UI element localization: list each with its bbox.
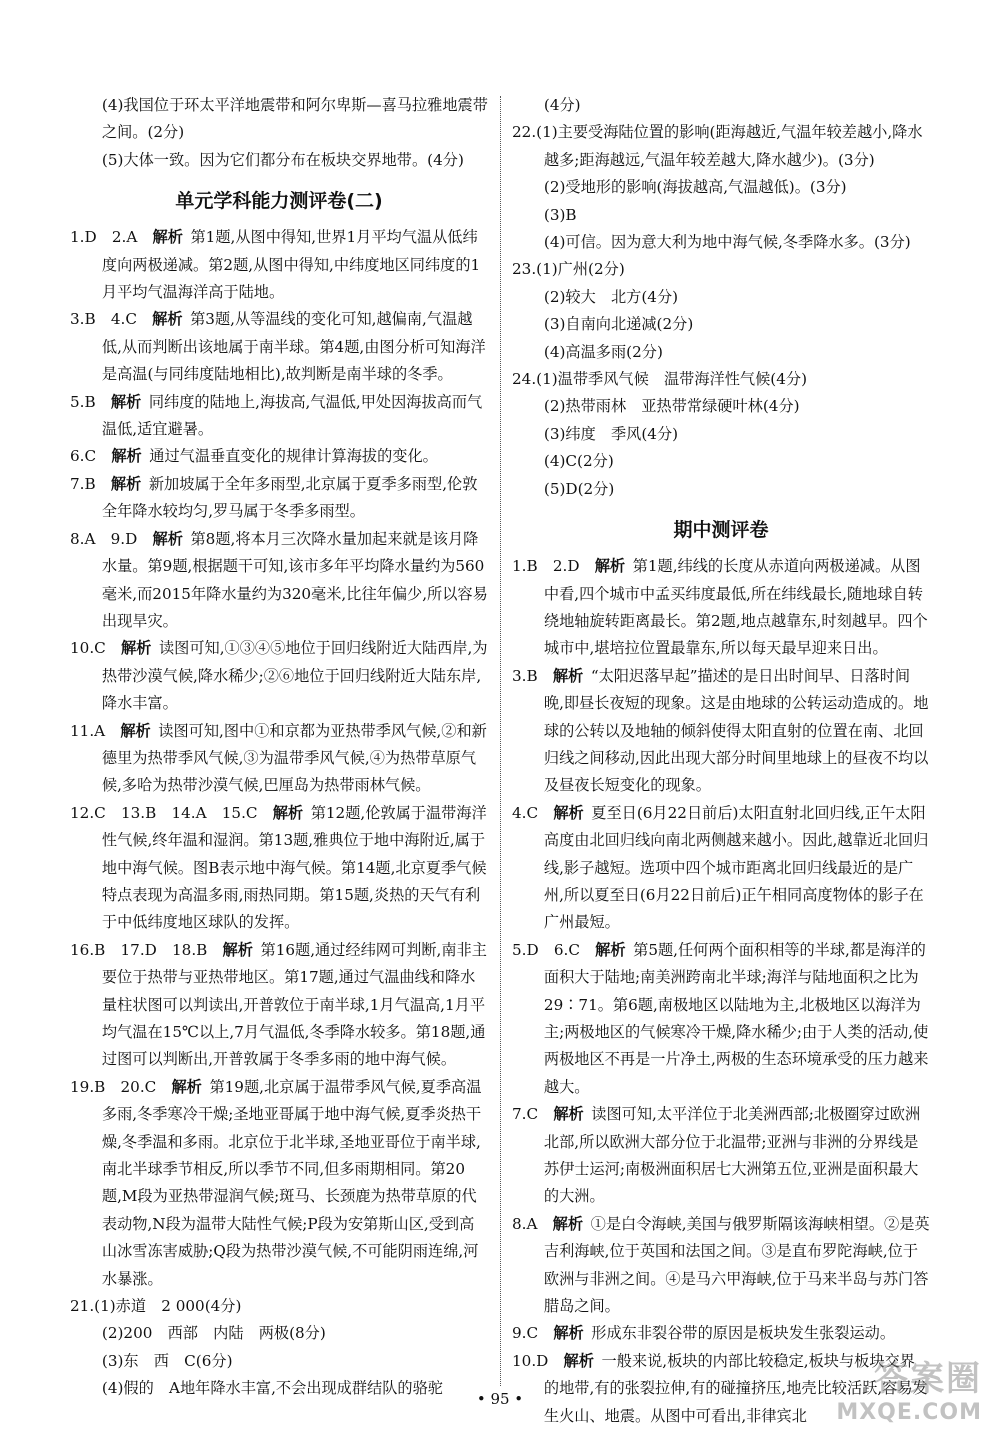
analysis-text: “太阳迟落早起”描述的是日出时间早、日落时间晚,即昼长夜短的现象。这是由地球的公转运动造成的。地球的公转以及地轴的倾斜使得太阳直射的位置在南、北回归线之间移动,因此出现大部分时间里地球上的昼夜不均以及昼夜长短变化的现象。 xyxy=(543,666,929,795)
answer-key: 8.A xyxy=(512,1214,553,1233)
answer-subline: (3)自南向北递减(2分) xyxy=(543,315,694,334)
answer-item xyxy=(70,443,488,470)
analysis-label: 解析 xyxy=(110,392,142,411)
answer-item xyxy=(512,1320,930,1347)
left-column xyxy=(70,92,488,1403)
analysis-text: 新加坡属于全年多雨型,北京属于夏季多雨型,伦敦全年降水较均匀,罗马属于冬季多雨型。 xyxy=(101,474,478,521)
analysis-text: 第19题,北京属于温带季风气候,夏季高温多雨,冬季寒冷干燥;圣地亚哥属于地中海气候,夏季炎热干燥,冬季温和多雨。北京位于北半球,圣地亚哥位于南半球,南北半球季节相反,所以季节不同,但多雨期相同。第20题,M段为亚热带湿润气候;斑马、长颈鹿为热带草原的代表动物,N段为温带大陆性气候;P段为安第斯山区,受到高山冰雪冻害威胁;Q段为热带沙漠气候,不可能阴雨连绵,河水暴涨。 xyxy=(101,1077,482,1288)
answer-key: 23.(1)广州(2分) xyxy=(512,260,625,279)
answer-subline: (2)200 西部 内陆 两极(8分) xyxy=(101,1324,326,1343)
analysis-text: 读图可知,太平洋位于北美洲西部;北极圈穿过欧洲北部,所以欧洲大部分位于北温带;亚洲与非洲的分界线是苏伊士运河;南极洲面积居七大洲第五位,亚洲是面积最大的大洲。 xyxy=(543,1105,921,1206)
answer-subline: (2)较大 北方(4分) xyxy=(543,287,679,306)
answer-item xyxy=(512,1211,930,1321)
analysis-label: 解析 xyxy=(222,940,253,959)
answer-key: 24.(1)温带季风气候 温带海洋性气候(4分) xyxy=(512,370,807,389)
answer-item xyxy=(512,366,930,393)
page-number: • 95 • xyxy=(476,1390,524,1408)
answer-subline: (4)可信。因为意大利为地中海气候,冬季降水多。(3分) xyxy=(543,233,911,252)
analysis-label: 解析 xyxy=(152,310,183,329)
analysis-label: 解析 xyxy=(171,1077,202,1096)
answer-item xyxy=(512,119,930,174)
analysis-text: 第12题,伦敦属于温带海洋性气候,终年温和湿润。第13题,雅典位于地中海附近,属于地中海气候。图B表示地中海气候。第14题,北京夏季气候特点表现为高温多雨,雨热同期。第15题,炎热的天气有利于中低纬度地区球队的发挥。 xyxy=(101,803,487,932)
analysis-label: 解析 xyxy=(152,529,183,548)
answer-item xyxy=(512,1101,930,1211)
answer-key: 9.C xyxy=(512,1324,554,1343)
watermark-title: 答案圈 xyxy=(874,1359,982,1399)
answer-key: 11.A xyxy=(70,721,121,740)
answer-key: 7.C xyxy=(512,1105,554,1124)
analysis-label: 解析 xyxy=(152,228,183,247)
analysis-label: 解析 xyxy=(563,1351,594,1370)
answer-item xyxy=(512,800,930,937)
answer-subline: (4)高温多雨(2分) xyxy=(543,342,663,361)
analysis-text: 第5题,任何两个面积相等的半球,都是海洋的面积大于陆地;南美洲跨南北半球;海洋与陆地面积之比为29∶71。第6题,南极地区以陆地为主,北极地区以海洋为主;两极地区的气候寒冷干燥,降水稀少;由于人类的活动,使两极地区不再是一片净土,两极的生态环境承受的压力越来越大。 xyxy=(543,940,929,1096)
analysis-text: 第8题,将本月三次降水量加起来就是该月降水量。第9题,根据题干可知,该市多年平均降水量约为560毫米,而2015年降水量约为320毫米,比往年偏少,所以容易出现旱灾。 xyxy=(101,529,488,630)
answer-subline: (3)B xyxy=(543,205,577,224)
analysis-label: 解析 xyxy=(120,721,151,740)
answer-key: 8.A 9.D xyxy=(70,529,153,548)
section-title: 单元学科能力测评卷(二) xyxy=(175,190,383,213)
answer-key: 16.B 17.D 18.B xyxy=(70,940,223,959)
analysis-label: 解析 xyxy=(552,1214,584,1233)
analysis-label: 解析 xyxy=(110,474,142,493)
analysis-text: 通过气温垂直变化的规律计算海拔的变化。 xyxy=(149,447,438,466)
analysis-text: 读图可知,图中①和京都为亚热带季风气候,②和新德里为热带季风气候,③为温带季风气候,④为热带草原气候,多哈为热带沙漠气候,巴厘岛为热带雨林气候。 xyxy=(101,721,487,795)
answer-item xyxy=(70,1293,488,1320)
answer-item xyxy=(512,937,930,1101)
answer-key: 10.D xyxy=(512,1351,564,1370)
section-title: 期中测评卷 xyxy=(673,519,769,542)
answer-item xyxy=(512,553,930,663)
analysis-label: 解析 xyxy=(552,666,584,685)
right-column xyxy=(512,92,930,1430)
analysis-label: 解析 xyxy=(553,1324,584,1343)
analysis-label: 解析 xyxy=(553,803,584,822)
answer-key: 1.B 2.D xyxy=(512,557,595,576)
analysis-text: 夏至日(6月22日前后)太阳直射北回归线,正午太阳高度由北回归线向南北两侧越来越小。因此,越靠近北回归线,影子越短。选项中四个城市距离北回归线最近的是广州,所以夏至日(6月22日前后)正午相同高度物体的影子在广州最短。 xyxy=(543,803,929,932)
answer-key: 1.D 2.A xyxy=(70,228,153,247)
answer-item xyxy=(70,800,488,937)
answer-subline: (3)纬度 季风(4分) xyxy=(543,424,679,443)
answer-item xyxy=(512,663,930,800)
watermark-url: MXQE.COM xyxy=(836,1400,982,1425)
watermark-logo xyxy=(836,1351,982,1425)
answer-subline: (2)热带雨林 亚热带常绿硬叶林(4分) xyxy=(543,397,800,416)
analysis-text: 第16题,通过经纬网可判断,南非主要位于热带与亚热带地区。第17题,通过气温曲线和降水量柱状图可以判读出,开普敦位于南半球,1月气温高,1月平均气温在15℃以上,7月气温低,冬季降水较多。第18题,通过图可以判断出,开普敦属于冬季多雨的地中海气候。 xyxy=(101,940,487,1069)
answer-subline: (4分) xyxy=(543,96,581,114)
answer-subline: (4)我国位于环太平洋地震带和阿尔卑斯—喜马拉雅地震带之间。(2分) xyxy=(101,96,488,142)
answer-key: 12.C 13.B 14.A 15.C xyxy=(70,803,273,822)
analysis-text: 一般来说,板块的内部比较稳定,板块与板块交界的地带,有的张裂拉伸,有的碰撞挤压,地壳比较活跃,容易发生火山、地震。从图中可看出,非律宾北 xyxy=(543,1351,928,1425)
answer-key: 3.B xyxy=(512,666,553,685)
answer-key: 10.C xyxy=(70,639,121,658)
answer-key: 7.B xyxy=(70,474,111,493)
answer-item xyxy=(70,937,488,1074)
answer-item xyxy=(70,718,488,800)
analysis-label: 解析 xyxy=(594,557,626,576)
answer-key: 19.B 20.C xyxy=(70,1077,172,1096)
answer-subline: (5)大体一致。因为它们都分布在板块交界地带。(4分) xyxy=(101,150,464,169)
answer-key: 5.B xyxy=(70,392,111,411)
analysis-text: 第1题,纬线的长度从赤道向两极递减。从图中看,四个城市中孟买纬度最低,所在纬线最长,随地球自转绕地轴旋转距离最长。第2题,地点越靠东,时刻越早。四个城市中,堪培拉位置最靠东,所以每天最早迎来日出。 xyxy=(543,557,928,658)
answer-key: 21.(1)赤道 2 000(4分) xyxy=(70,1297,242,1316)
analysis-label: 解析 xyxy=(120,639,152,658)
analysis-text: 读图可知,①③④⑤地位于回归线附近大陆西岸,为热带沙漠气候,降水稀少;②⑥地位于回归线附近大陆东岸,降水丰富。 xyxy=(101,639,488,713)
answer-item xyxy=(70,526,488,636)
answer-item xyxy=(70,306,488,388)
answer-key: 4.C xyxy=(512,803,554,822)
analysis-text: 形成东非裂谷带的原因是板块发生张裂运动。 xyxy=(591,1324,896,1343)
analysis-label: 解析 xyxy=(553,1105,584,1124)
answer-subline: (4)假的 A地年降水丰富,不会出现成群结队的骆驼 xyxy=(101,1379,443,1398)
analysis-label: 解析 xyxy=(111,447,142,466)
column-divider xyxy=(500,96,501,1386)
analysis-label: 解析 xyxy=(595,940,626,959)
answer-key: 3.B 4.C xyxy=(70,310,153,329)
answer-item xyxy=(70,471,488,526)
answer-item xyxy=(70,389,488,444)
answer-subline: (2)受地形的影响(海拔越高,气温越低)。(3分) xyxy=(543,178,847,197)
analysis-text: 同纬度的陆地上,海拔高,气温低,甲处因海拔高而气温低,适宜避暑。 xyxy=(101,392,483,439)
analysis-text: 第3题,从等温线的变化可知,越偏南,气温越低,从而判断出该地属于南半球。第4题,由图分析可知海洋是高温(与同纬度陆地相比),故判断是南半球的冬季。 xyxy=(101,310,486,384)
answer-subline: (3)东 西 C(6分) xyxy=(101,1351,233,1370)
answer-item xyxy=(512,256,930,283)
answer-item xyxy=(70,224,488,306)
answer-key: 22.(1)主要受海陆位置的影响(距海越近,气温年较差越小,降水越多;距海越远,气温年较差越大,降水越少)。(3分) xyxy=(512,123,923,169)
analysis-text: 第1题,从图中得知,世界1月平均气温从低纬度向两极递减。第2题,从图中得知,中纬度地区同纬度的1月平均气温海洋高于陆地。 xyxy=(101,228,481,302)
answer-subline: (5)D(2分) xyxy=(543,479,615,498)
answer-key: 5.D 6.C xyxy=(512,940,596,959)
answer-item xyxy=(70,635,488,717)
analysis-text: ①是白令海峡,美国与俄罗斯隔该海峡相望。②是英吉利海峡,位于英国和法国之间。③是直布罗陀海峡,位于欧洲与非洲之间。④是马六甲海峡,位于马来半岛与苏门答腊岛之间。 xyxy=(543,1214,930,1316)
answer-subline: (4)C(2分) xyxy=(543,452,614,471)
answer-key: 6.C xyxy=(70,447,112,466)
answer-item xyxy=(70,1074,488,1293)
analysis-label: 解析 xyxy=(272,803,304,822)
